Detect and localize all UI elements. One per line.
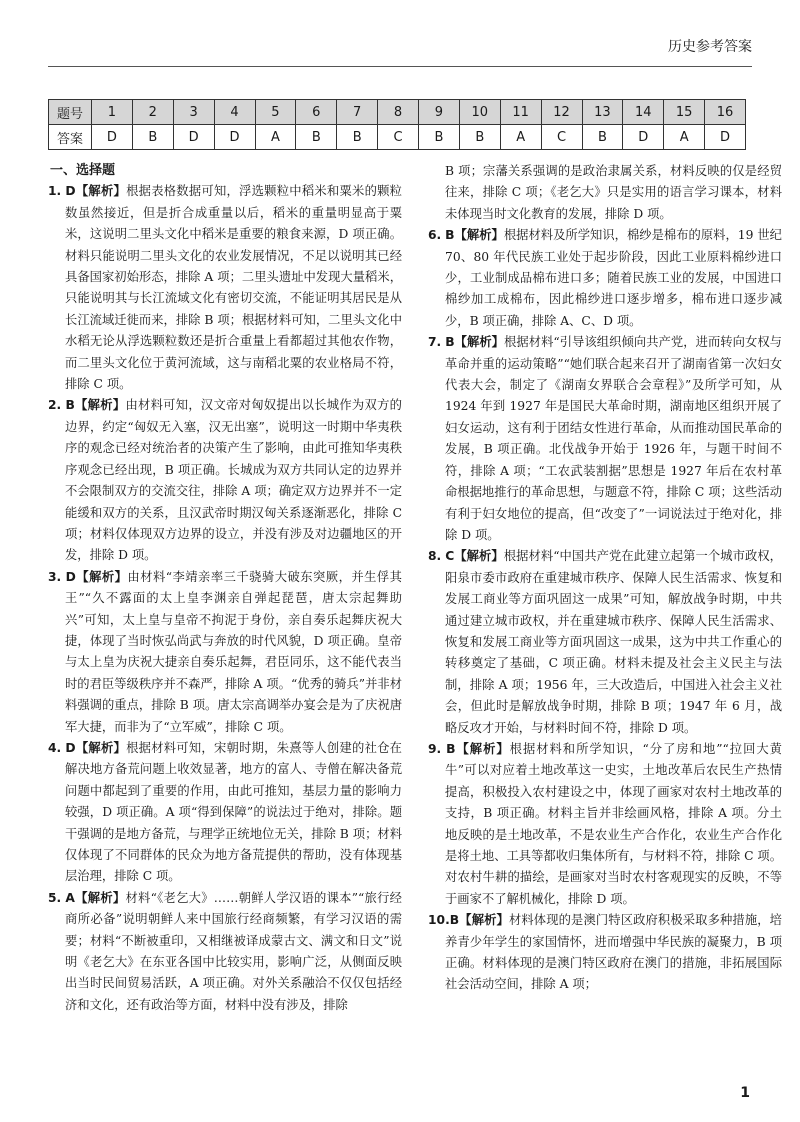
- question-number-cell: 8: [378, 100, 419, 125]
- analysis-label: 【解析】: [454, 549, 504, 564]
- answer-cell: B: [296, 125, 337, 150]
- question-explanation: [428, 910, 782, 996]
- answer-cell: D: [623, 125, 664, 150]
- explanation-text: 根据材料及所学知识，棉纱是棉布的原料，19 世纪 70、80 年代民族工业处于起步阶段，因此工业原料棉纱进口少，工业制成品棉布进口多；随着民族工业的发展，中国进口棉纱加工成棉布，因此棉纱进口逐步增多，棉布进口逐步减少，B 项正确，排除 A、C、D 项。: [445, 228, 782, 328]
- explanation-text: 由材料“李靖亲率三千骁骑大破东突厥，并生俘其王”“久不露面的太上皇李渊亲自弹起琵琶，唐太宗起舞助兴”可知，太上皇与皇帝不拘泥于身份，亲自奏乐起舞庆祝大捷，体现了当时恢弘尚武与奔放的时代风貌，D 项正确。皇帝与太上皇为庆祝大捷亲自奏乐起舞，君臣同乐，这不能代表当时的君臣等级秩序并不森严，排除 A 项。“优秀的骑兵”并非材料强调的重点，排除 B 项。唐太宗高调举办宴会是为了庆祝唐军大捷，而非为了“立军威”，排除 C 项。: [65, 569, 402, 734]
- explanation-text: 根据材料“中国共产党在此建立起第一个城市政权，阳泉市委市政府在重建城市秩序、保障人民生活需求、恢复和发展工商业等方面巩固这一成果”可知，解放战争时期，中共通过建立城市政权，并在重建城市秩序、保障人民生活需求、恢复和发展工商业等方面巩固这一成果，这为中共工作重心的转移奠定了基础，C 项正确。材料未提及社会主义民主与法制，排除 A 项；1956 年，三大改造后，中国进入社会主义社会，但此时是解放战争时期，排除 B 项；1947 年 6 月，战略反攻才开始，与材料时间不符，排除 D 项。: [445, 549, 782, 735]
- analysis-label: 【解析】: [74, 890, 126, 905]
- answer-table: [48, 99, 746, 150]
- answer-cell: A: [664, 125, 705, 150]
- right-column: [428, 161, 782, 996]
- answer-cell: C: [378, 125, 419, 150]
- answer-cell: D: [705, 125, 746, 150]
- explanation-text: 根据材料“引导该组织倾向共产党，进而转向女权与革命并重的运动策略”“她们联合起来召开了湖南省第一次妇女代表大会，制定了《湖南女界联合会章程》”及所学可知，从 1924 年到 1927 年是国民大革命时期，湖南地区组织开展了妇女运动，这有利于团结女性进行革命，从而推动国民革命的发展，B 项正确。北伐战争开始于 1926 年，与题干时间不符，排除 A 项；“工农武装割据”思想是 1927 年后在农村革命根据地推行的革命思想，与题意不符，排除 C 项；这些活动有利于妇女地位的提高，但“改变了”一词说法过于绝对化，排除 D 项。: [445, 335, 782, 542]
- explanation-text: 材料体现的是澳门特区政府积极采取多种措施，培养青少年学生的家国情怀，进而增强中华民族的凝聚力，B 项正确。材料体现的是澳门特区政府在澳门的措施，非拓展国际社会活动空间，排除 A 项；: [445, 913, 782, 992]
- answer-letter: B: [449, 913, 460, 928]
- analysis-label: 【解析】: [75, 184, 127, 199]
- answer-letter: D: [65, 740, 76, 755]
- question-number-cell: 14: [623, 100, 664, 125]
- question-number: 10.: [428, 913, 450, 928]
- question-number-cell: 12: [541, 100, 582, 125]
- answer-letter: D: [65, 184, 76, 199]
- question-number: 7.: [428, 335, 442, 350]
- answer-cell: B: [419, 125, 460, 150]
- question-number-cell: 15: [664, 100, 705, 125]
- explanation-text: 由材料可知，汉文帝对匈奴提出以长城作为双方的边界，约定“匈奴无入塞，汉无出塞”，说明这一时期中华夷秩序的观念已经对统治者的决策产生了影响，由此可推知华夷秩序观念已经出现，B 项正确。长城成为双方共同认定的边界并不会限制双方的交流交往，排除 A 项；确定双方边界并不一定能缓和双方的关系，且汉武帝时期汉匈关系逐渐恶化，排除 C 项；材料仅体现双方边界的设立，并没有涉及对边疆地区的开发，排除 D 项。: [65, 398, 402, 563]
- analysis-label: 【解析】: [455, 741, 510, 756]
- question-number-cell: 4: [214, 100, 255, 125]
- question-explanation: [48, 395, 402, 566]
- section-title: 一、选择题: [50, 163, 116, 178]
- question-number: 9.: [428, 741, 442, 756]
- question-number: 1.: [48, 184, 62, 199]
- question-number-cell: 16: [705, 100, 746, 125]
- answer-letter: B: [65, 398, 75, 413]
- question-number: 8.: [428, 549, 442, 564]
- answer-cell: D: [92, 125, 133, 150]
- question-explanation: [428, 225, 782, 332]
- question-number: 3.: [48, 569, 62, 584]
- page-header-title: 历史参考答案: [668, 39, 752, 55]
- explanation-text: 材料“《老乞大》……朝鲜人学汉语的课本”“旅行经商所必备”说明朝鲜人来中国旅行经商频繁，有学习汉语的需要；材料“不断被重印，又相继被译成蒙古文、满文和日文”说明《老乞大》在东亚各国中比较实用，影响广泛，从侧面反映出当时民间贸易活跃，A 项正确。对外关系融洽不仅仅包括经济和文化，还有政治等方面，材料中没有涉及，排除: [65, 890, 402, 1012]
- analysis-label: 【解析】: [454, 228, 504, 243]
- header-divider: [48, 66, 752, 67]
- analysis-label: 【解析】: [74, 398, 126, 413]
- answer-cell: D: [214, 125, 255, 150]
- analysis-label: 【解析】: [75, 569, 128, 584]
- answer-cell: D: [173, 125, 214, 150]
- answer-letter: B: [446, 741, 456, 756]
- question-explanation: [48, 181, 402, 395]
- page-number: 1: [740, 1085, 750, 1101]
- question-explanation-continued: [445, 161, 782, 225]
- explanation-text: B 项；宗藩关系强调的是政治隶属关系，材料反映的仅是经贸往来，排除 C 项；《老乞大》只是实用的语言学习课本，材料未体现当时文化教育的发展，排除 D 项。: [445, 164, 782, 221]
- question-number-cell: 5: [255, 100, 296, 125]
- row-label-answer: 答案: [49, 125, 92, 150]
- answer-cell: C: [541, 125, 582, 150]
- row-label-number: 题号: [49, 100, 92, 125]
- question-number-cell: 13: [582, 100, 623, 125]
- question-explanation: [428, 546, 782, 739]
- answer-letter: D: [65, 569, 76, 584]
- answer-table-answer-row: [49, 125, 746, 150]
- analysis-label: 【解析】: [75, 740, 127, 755]
- answer-cell: B: [132, 125, 173, 150]
- question-number-cell: 1: [92, 100, 133, 125]
- answer-cell: B: [337, 125, 378, 150]
- question-explanation: [428, 739, 782, 910]
- question-number: 6.: [428, 228, 442, 243]
- answer-cell: B: [459, 125, 500, 150]
- answer-table-number-row: [49, 100, 746, 125]
- question-explanation: [48, 567, 402, 738]
- question-number-cell: 2: [132, 100, 173, 125]
- question-number: 2.: [48, 398, 62, 413]
- question-number-cell: 11: [500, 100, 541, 125]
- answer-letter: A: [65, 890, 75, 905]
- question-explanation: [48, 738, 402, 888]
- explanation-text: 根据材料可知，宋朝时期，朱熹等人创建的社仓在解决地方备荒问题上收效显著，地方的富人、寺僧在解决备荒问题中都起到了重要的作用，由此可推知，基层力量的影响力较强，D 项正确。A 项“得到保障”的说法过于绝对，排除。题干强调的是地方备荒，与理学正统地位无关，排除 B 项；材料仅体现了不同群体的民众为地方备荒提供的帮助，没有体现基层治理，排除 C 项。: [65, 740, 402, 884]
- question-explanation: [428, 332, 782, 546]
- question-number-cell: 7: [337, 100, 378, 125]
- answer-cell: A: [500, 125, 541, 150]
- answer-letter: B: [445, 335, 455, 350]
- explanation-text: 根据材料和所学知识，“分了房和地”“拉回大黄牛”可以对应着土地改革这一史实，土地改革后农民生产热情提高，积极投入农村建设之中，体现了画家对农村土地改革的支持，B 项正确。材料主旨并非绘画风格，排除 A 项。分土地反映的是土地改革，不是农业生产合作化，农业生产合作化是将土地、工具等都收归集体所有，与材料不符，排除 C 项。对农村牛耕的描绘，是画家对当时农村客观现实的反映，不等于画家不了解机械化，排除 D 项。: [445, 741, 782, 906]
- left-column: [48, 160, 402, 1016]
- answer-letter: B: [445, 228, 455, 243]
- question-number: 5.: [48, 890, 62, 905]
- question-number-cell: 6: [296, 100, 337, 125]
- explanation-text: 根据表格数据可知，浮选颗粒中稻米和粟米的颗粒数虽然接近，但是折合成重量以后，稻米的重量明显高于粟米，这说明二里头文化中稻米是重要的粮食来源，D 项正确。材料只能说明二里头文化的农业发展情况，不足以说明其已经具备国家初始形态，排除 A 项；二里头遗址中发现大量稻米，只能说明其与长江流域文化有密切交流，不能证明其居民是从长江流域迁徙而来，排除 B 项；根据材料可知，二里头文化中水稻无论从浮选颗粒数还是折合重量上看都超过其他农作物，而二里头文化位于黄河流域，这与南稻北粟的农业格局不符，排除 C 项。: [65, 184, 402, 392]
- question-number-cell: 3: [173, 100, 214, 125]
- question-number-cell: 9: [419, 100, 460, 125]
- answer-cell: A: [255, 125, 296, 150]
- analysis-label: 【解析】: [459, 913, 509, 928]
- question-explanation: [48, 888, 402, 1016]
- answer-cell: B: [582, 125, 623, 150]
- answer-letter: C: [445, 549, 455, 564]
- question-number-cell: 10: [459, 100, 500, 125]
- analysis-label: 【解析】: [454, 335, 505, 350]
- question-number: 4.: [48, 740, 62, 755]
